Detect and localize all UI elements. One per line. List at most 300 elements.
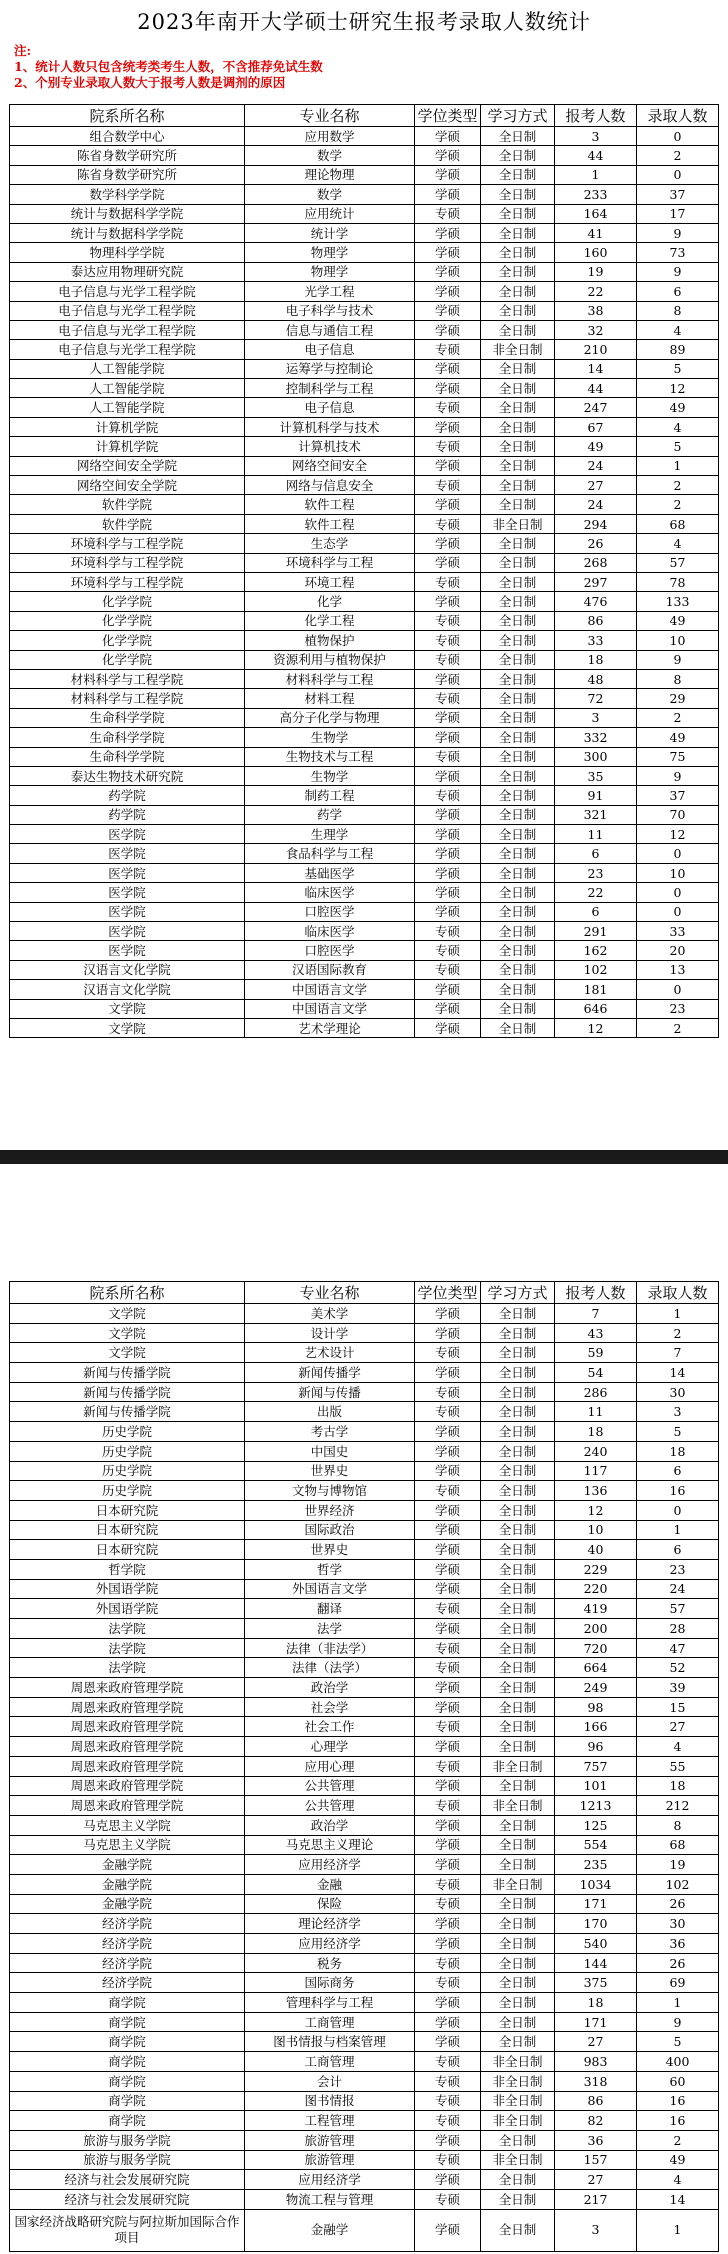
cell-department: 历史学院	[10, 1422, 245, 1442]
table-row	[10, 2071, 719, 2091]
cell-study-mode: 全日制	[481, 359, 555, 378]
cell-department: 医学院	[10, 941, 245, 960]
table-row	[10, 1658, 719, 1678]
cell-major: 物理学	[245, 262, 415, 281]
cell-department: 软件学院	[10, 495, 245, 514]
cell-study-mode: 全日制	[481, 1382, 555, 1402]
table-row	[10, 1481, 719, 1501]
cell-major: 世界经济	[245, 1500, 415, 1520]
cell-department: 经济学院	[10, 1934, 245, 1954]
cell-major: 资源利用与植物保护	[245, 650, 415, 669]
cell-department: 金融学院	[10, 1894, 245, 1914]
cell-degree-type: 学硕	[415, 534, 481, 553]
cell-admitted: 0	[637, 883, 719, 902]
table-row	[10, 301, 719, 320]
cell-study-mode: 全日制	[481, 1579, 555, 1599]
cell-applicants: 160	[555, 243, 637, 262]
table-row	[10, 1619, 719, 1639]
cell-major: 食品科学与工程	[245, 844, 415, 863]
cell-department: 周恩来政府管理学院	[10, 1756, 245, 1776]
cell-study-mode: 全日制	[481, 456, 555, 475]
cell-admitted: 89	[637, 340, 719, 359]
cell-department: 物理科学学院	[10, 243, 245, 262]
cell-applicants: 332	[555, 728, 637, 747]
table-row	[10, 223, 719, 242]
cell-major: 控制科学与工程	[245, 379, 415, 398]
cell-major: 应用心理	[245, 1756, 415, 1776]
cell-admitted: 16	[637, 1481, 719, 1501]
cell-admitted: 8	[637, 669, 719, 688]
cell-admitted: 13	[637, 960, 719, 979]
cell-admitted: 4	[637, 320, 719, 339]
cell-applicants: 19	[555, 262, 637, 281]
cell-department: 医学院	[10, 922, 245, 941]
cell-department: 文学院	[10, 1343, 245, 1363]
cell-degree-type: 学硕	[415, 1914, 481, 1934]
table-row	[10, 2012, 719, 2032]
cell-department: 网络空间安全学院	[10, 456, 245, 475]
cell-degree-type: 学硕	[415, 417, 481, 436]
cell-department: 医学院	[10, 825, 245, 844]
col-header-admitted: 录取人数	[637, 105, 719, 127]
cell-major: 汉语国际教育	[245, 960, 415, 979]
cell-department: 新闻与传播学院	[10, 1402, 245, 1422]
cell-major: 法律（非法学）	[245, 1638, 415, 1658]
cell-study-mode: 非全日制	[481, 2071, 555, 2091]
cell-department: 马克思主义学院	[10, 1835, 245, 1855]
cell-degree-type: 学硕	[415, 495, 481, 514]
col-header-major: 专业名称	[245, 1282, 415, 1304]
cell-major: 文物与博物馆	[245, 1481, 415, 1501]
cell-applicants: 240	[555, 1441, 637, 1461]
cell-major: 社会学	[245, 1697, 415, 1717]
col-header-study-mode: 学习方式	[481, 105, 555, 127]
cell-study-mode: 全日制	[481, 805, 555, 824]
cell-department: 生命科学学院	[10, 728, 245, 747]
cell-department: 周恩来政府管理学院	[10, 1697, 245, 1717]
cell-applicants: 664	[555, 1658, 637, 1678]
cell-applicants: 35	[555, 766, 637, 785]
cell-department: 化学学院	[10, 592, 245, 611]
cell-admitted: 4	[637, 534, 719, 553]
cell-major: 美术学	[245, 1304, 415, 1324]
cell-degree-type: 专硕	[415, 1382, 481, 1402]
table-row	[10, 320, 719, 339]
table-row	[10, 592, 719, 611]
cell-study-mode: 全日制	[481, 611, 555, 630]
cell-admitted: 29	[637, 689, 719, 708]
cell-admitted: 70	[637, 805, 719, 824]
cell-degree-type: 学硕	[415, 844, 481, 863]
page-separator	[0, 1052, 728, 1169]
cell-study-mode: 全日制	[481, 922, 555, 941]
table-row	[10, 417, 719, 436]
cell-applicants: 102	[555, 960, 637, 979]
cell-department: 药学院	[10, 786, 245, 805]
cell-major: 应用经济学	[245, 1934, 415, 1954]
cell-study-mode: 全日制	[481, 1599, 555, 1619]
cell-degree-type: 学硕	[415, 1500, 481, 1520]
cell-major: 生态学	[245, 534, 415, 553]
cell-applicants: 125	[555, 1815, 637, 1835]
cell-applicants: 44	[555, 379, 637, 398]
cell-applicants: 18	[555, 1993, 637, 2013]
table-row	[10, 689, 719, 708]
cell-degree-type: 学硕	[415, 708, 481, 727]
cell-admitted: 16	[637, 2091, 719, 2111]
cell-department: 环境科学与工程学院	[10, 572, 245, 591]
cell-study-mode: 全日制	[481, 883, 555, 902]
cell-applicants: 48	[555, 669, 637, 688]
cell-department: 马克思主义学院	[10, 1815, 245, 1835]
cell-study-mode: 全日制	[481, 379, 555, 398]
cell-study-mode: 全日制	[481, 708, 555, 727]
cell-major: 生理学	[245, 825, 415, 844]
cell-admitted: 1	[637, 456, 719, 475]
table-row	[10, 572, 719, 591]
table-row	[10, 2111, 719, 2131]
cell-degree-type: 学硕	[415, 127, 481, 146]
cell-study-mode: 非全日制	[481, 2091, 555, 2111]
note-item: 2、个别专业录取人数大于报考人数是调剂的原因	[14, 75, 286, 90]
cell-admitted: 2	[637, 1323, 719, 1343]
table-row	[10, 553, 719, 572]
cell-applicants: 59	[555, 1343, 637, 1363]
cell-study-mode: 全日制	[481, 495, 555, 514]
cell-study-mode: 全日制	[481, 417, 555, 436]
cell-study-mode: 全日制	[481, 689, 555, 708]
cell-study-mode: 全日制	[481, 1953, 555, 1973]
cell-study-mode: 全日制	[481, 941, 555, 960]
cell-applicants: 12	[555, 1018, 637, 1037]
cell-major: 材料工程	[245, 689, 415, 708]
cell-study-mode: 全日制	[481, 320, 555, 339]
cell-admitted: 0	[637, 127, 719, 146]
cell-study-mode: 全日制	[481, 786, 555, 805]
table-row	[10, 359, 719, 378]
table-row	[10, 960, 719, 979]
cell-degree-type: 专硕	[415, 398, 481, 417]
cell-study-mode: 全日制	[481, 437, 555, 456]
cell-degree-type: 学硕	[415, 1018, 481, 1037]
cell-major: 中国史	[245, 1441, 415, 1461]
cell-study-mode: 全日制	[481, 1363, 555, 1383]
table-row	[10, 514, 719, 533]
cell-study-mode: 全日制	[481, 223, 555, 242]
cell-major: 会计	[245, 2071, 415, 2091]
cell-degree-type: 专硕	[415, 437, 481, 456]
cell-study-mode: 全日制	[481, 1559, 555, 1579]
cell-applicants: 98	[555, 1697, 637, 1717]
cell-applicants: 554	[555, 1835, 637, 1855]
cell-applicants: 170	[555, 1914, 637, 1934]
cell-degree-type: 学硕	[415, 553, 481, 572]
cell-admitted: 55	[637, 1756, 719, 1776]
cell-department: 材料科学与工程学院	[10, 669, 245, 688]
cell-degree-type: 专硕	[415, 689, 481, 708]
cell-admitted: 133	[637, 592, 719, 611]
cell-admitted: 5	[637, 437, 719, 456]
cell-degree-type: 专硕	[415, 2150, 481, 2170]
cell-department: 经济学院	[10, 1973, 245, 1993]
cell-department: 商学院	[10, 2091, 245, 2111]
cell-department: 文学院	[10, 1323, 245, 1343]
cell-study-mode: 全日制	[481, 146, 555, 165]
cell-degree-type: 专硕	[415, 572, 481, 591]
cell-applicants: 22	[555, 883, 637, 902]
cell-major: 翻译	[245, 1599, 415, 1619]
cell-admitted: 0	[637, 1500, 719, 1520]
cell-major: 图书情报与档案管理	[245, 2032, 415, 2052]
cell-major: 植物保护	[245, 631, 415, 650]
cell-department: 陈省身数学研究所	[10, 146, 245, 165]
cell-degree-type: 学硕	[415, 146, 481, 165]
cell-degree-type: 学硕	[415, 2209, 481, 2251]
cell-applicants: 11	[555, 825, 637, 844]
cell-applicants: 91	[555, 786, 637, 805]
cell-department: 计算机学院	[10, 417, 245, 436]
cell-department: 泰达生物技术研究院	[10, 766, 245, 785]
table-row	[10, 1638, 719, 1658]
cell-admitted: 2	[637, 1018, 719, 1037]
cell-major: 工程管理	[245, 2111, 415, 2131]
cell-admitted: 9	[637, 766, 719, 785]
cell-study-mode: 全日制	[481, 650, 555, 669]
cell-admitted: 49	[637, 398, 719, 417]
cell-major: 新闻传播学	[245, 1363, 415, 1383]
cell-applicants: 294	[555, 514, 637, 533]
cell-department: 组合数学中心	[10, 127, 245, 146]
col-header-major: 专业名称	[245, 105, 415, 127]
cell-study-mode: 全日制	[481, 825, 555, 844]
cell-major: 图书情报	[245, 2091, 415, 2111]
cell-major: 电子信息	[245, 398, 415, 417]
cell-applicants: 54	[555, 1363, 637, 1383]
table-row	[10, 379, 719, 398]
cell-major: 理论物理	[245, 165, 415, 184]
cell-admitted: 2	[637, 708, 719, 727]
cell-admitted: 8	[637, 1815, 719, 1835]
cell-study-mode: 全日制	[481, 1934, 555, 1954]
cell-admitted: 26	[637, 1894, 719, 1914]
cell-major: 统计学	[245, 223, 415, 242]
cell-degree-type: 专硕	[415, 204, 481, 223]
table-row	[10, 1993, 719, 2013]
cell-degree-type: 学硕	[415, 902, 481, 921]
table-row	[10, 1422, 719, 1442]
cell-admitted: 39	[637, 1678, 719, 1698]
cell-applicants: 72	[555, 689, 637, 708]
cell-degree-type: 学硕	[415, 1461, 481, 1481]
table-row	[10, 863, 719, 882]
table-row	[10, 1540, 719, 1560]
cell-department: 医学院	[10, 844, 245, 863]
cell-degree-type: 学硕	[415, 592, 481, 611]
cell-degree-type: 学硕	[415, 1323, 481, 1343]
table-row	[10, 1018, 719, 1037]
table-row	[10, 1500, 719, 1520]
cell-department: 周恩来政府管理学院	[10, 1776, 245, 1796]
cell-department: 商学院	[10, 2032, 245, 2052]
cell-degree-type: 学硕	[415, 301, 481, 320]
cell-department: 外国语学院	[10, 1599, 245, 1619]
cell-degree-type: 学硕	[415, 1993, 481, 2013]
table-row	[10, 495, 719, 514]
cell-study-mode: 全日制	[481, 282, 555, 301]
cell-degree-type: 学硕	[415, 1619, 481, 1639]
table-row	[10, 185, 719, 204]
cell-applicants: 166	[555, 1717, 637, 1737]
table-row	[10, 1717, 719, 1737]
cell-applicants: 117	[555, 1461, 637, 1481]
table-header-row	[10, 1282, 719, 1304]
cell-department: 药学院	[10, 805, 245, 824]
cell-major: 政治学	[245, 1815, 415, 1835]
cell-study-mode: 全日制	[481, 534, 555, 553]
cell-major: 保险	[245, 1894, 415, 1914]
cell-department: 旅游与服务学院	[10, 2150, 245, 2170]
table-row	[10, 611, 719, 630]
cell-major: 生物技术与工程	[245, 747, 415, 766]
table-row	[10, 669, 719, 688]
cell-degree-type: 学硕	[415, 1304, 481, 1324]
cell-study-mode: 全日制	[481, 1343, 555, 1363]
cell-applicants: 24	[555, 495, 637, 514]
cell-department: 哲学院	[10, 1559, 245, 1579]
cell-admitted: 28	[637, 1619, 719, 1639]
cell-applicants: 26	[555, 534, 637, 553]
cell-applicants: 18	[555, 650, 637, 669]
cell-applicants: 12	[555, 1500, 637, 1520]
cell-study-mode: 非全日制	[481, 1756, 555, 1776]
cell-major: 国际政治	[245, 1520, 415, 1540]
cell-department: 历史学院	[10, 1461, 245, 1481]
cell-degree-type: 学硕	[415, 1559, 481, 1579]
table-row	[10, 747, 719, 766]
cell-study-mode: 全日制	[481, 1323, 555, 1343]
cell-department: 国家经济战略研究院与阿拉斯加国际合作项目	[10, 2209, 245, 2251]
cell-major: 心理学	[245, 1737, 415, 1757]
admission-table-page-1	[9, 104, 719, 1038]
table-row	[10, 922, 719, 941]
cell-degree-type: 专硕	[415, 611, 481, 630]
cell-degree-type: 学硕	[415, 379, 481, 398]
cell-study-mode: 全日制	[481, 1697, 555, 1717]
cell-admitted: 49	[637, 2150, 719, 2170]
cell-major: 材料科学与工程	[245, 669, 415, 688]
cell-study-mode: 全日制	[481, 2012, 555, 2032]
cell-applicants: 7	[555, 1304, 637, 1324]
cell-study-mode: 全日制	[481, 1914, 555, 1934]
cell-study-mode: 全日制	[481, 1402, 555, 1422]
cell-degree-type: 学硕	[415, 456, 481, 475]
cell-study-mode: 全日制	[481, 728, 555, 747]
cell-admitted: 19	[637, 1855, 719, 1875]
cell-applicants: 86	[555, 611, 637, 630]
cell-major: 艺术设计	[245, 1343, 415, 1363]
cell-department: 化学学院	[10, 611, 245, 630]
cell-major: 应用经济学	[245, 1855, 415, 1875]
cell-admitted: 6	[637, 1540, 719, 1560]
cell-admitted: 5	[637, 1422, 719, 1442]
cell-admitted: 4	[637, 1737, 719, 1757]
cell-study-mode: 全日制	[481, 1018, 555, 1037]
table-row	[10, 2130, 719, 2150]
cell-degree-type: 学硕	[415, 669, 481, 688]
cell-major: 临床医学	[245, 883, 415, 902]
table-header-row	[10, 105, 719, 127]
cell-study-mode: 全日制	[481, 2130, 555, 2150]
cell-study-mode: 全日制	[481, 185, 555, 204]
cell-department: 环境科学与工程学院	[10, 553, 245, 572]
cell-admitted: 27	[637, 1717, 719, 1737]
cell-department: 网络空间安全学院	[10, 476, 245, 495]
cell-study-mode: 全日制	[481, 1835, 555, 1855]
table-row	[10, 980, 719, 999]
cell-degree-type: 学硕	[415, 2170, 481, 2190]
cell-department: 商学院	[10, 2012, 245, 2032]
cell-study-mode: 全日制	[481, 165, 555, 184]
cell-admitted: 2	[637, 2130, 719, 2150]
cell-degree-type: 专硕	[415, 2071, 481, 2091]
cell-degree-type: 学硕	[415, 1540, 481, 1560]
cell-admitted: 24	[637, 1579, 719, 1599]
cell-study-mode: 全日制	[481, 1973, 555, 1993]
cell-applicants: 44	[555, 146, 637, 165]
cell-applicants: 136	[555, 1481, 637, 1501]
cell-department: 人工智能学院	[10, 359, 245, 378]
table-row	[10, 883, 719, 902]
cell-degree-type: 学硕	[415, 1934, 481, 1954]
cell-study-mode: 全日制	[481, 1422, 555, 1442]
cell-major: 世界史	[245, 1540, 415, 1560]
table-row	[10, 708, 719, 727]
cell-degree-type: 学硕	[415, 165, 481, 184]
cell-department: 经济与社会发展研究院	[10, 2189, 245, 2209]
cell-department: 汉语言文化学院	[10, 980, 245, 999]
cell-degree-type: 专硕	[415, 2189, 481, 2209]
cell-major: 电子信息	[245, 340, 415, 359]
cell-degree-type: 专硕	[415, 650, 481, 669]
cell-study-mode: 全日制	[481, 1481, 555, 1501]
cell-applicants: 27	[555, 2032, 637, 2052]
cell-degree-type: 专硕	[415, 1658, 481, 1678]
cell-degree-type: 学硕	[415, 1422, 481, 1442]
cell-major: 制药工程	[245, 786, 415, 805]
cell-study-mode: 全日制	[481, 2189, 555, 2209]
cell-degree-type: 学硕	[415, 1855, 481, 1875]
cell-admitted: 14	[637, 1363, 719, 1383]
table-row	[10, 1934, 719, 1954]
cell-applicants: 6	[555, 844, 637, 863]
table-row	[10, 1914, 719, 1934]
cell-degree-type: 学硕	[415, 1520, 481, 1540]
cell-department: 医学院	[10, 863, 245, 882]
col-header-degree-type: 学位类型	[415, 1282, 481, 1304]
cell-admitted: 9	[637, 650, 719, 669]
cell-degree-type: 专硕	[415, 922, 481, 941]
cell-applicants: 86	[555, 2091, 637, 2111]
cell-department: 金融学院	[10, 1855, 245, 1875]
table-row	[10, 844, 719, 863]
cell-applicants: 144	[555, 1953, 637, 1973]
table-row	[10, 146, 719, 165]
cell-study-mode: 全日制	[481, 1894, 555, 1914]
note-item: 1、统计人数只包含统考类考生人数，不含推荐免试生数	[14, 59, 323, 74]
cell-study-mode: 非全日制	[481, 1874, 555, 1894]
cell-admitted: 1	[637, 2209, 719, 2251]
cell-degree-type: 学硕	[415, 1697, 481, 1717]
